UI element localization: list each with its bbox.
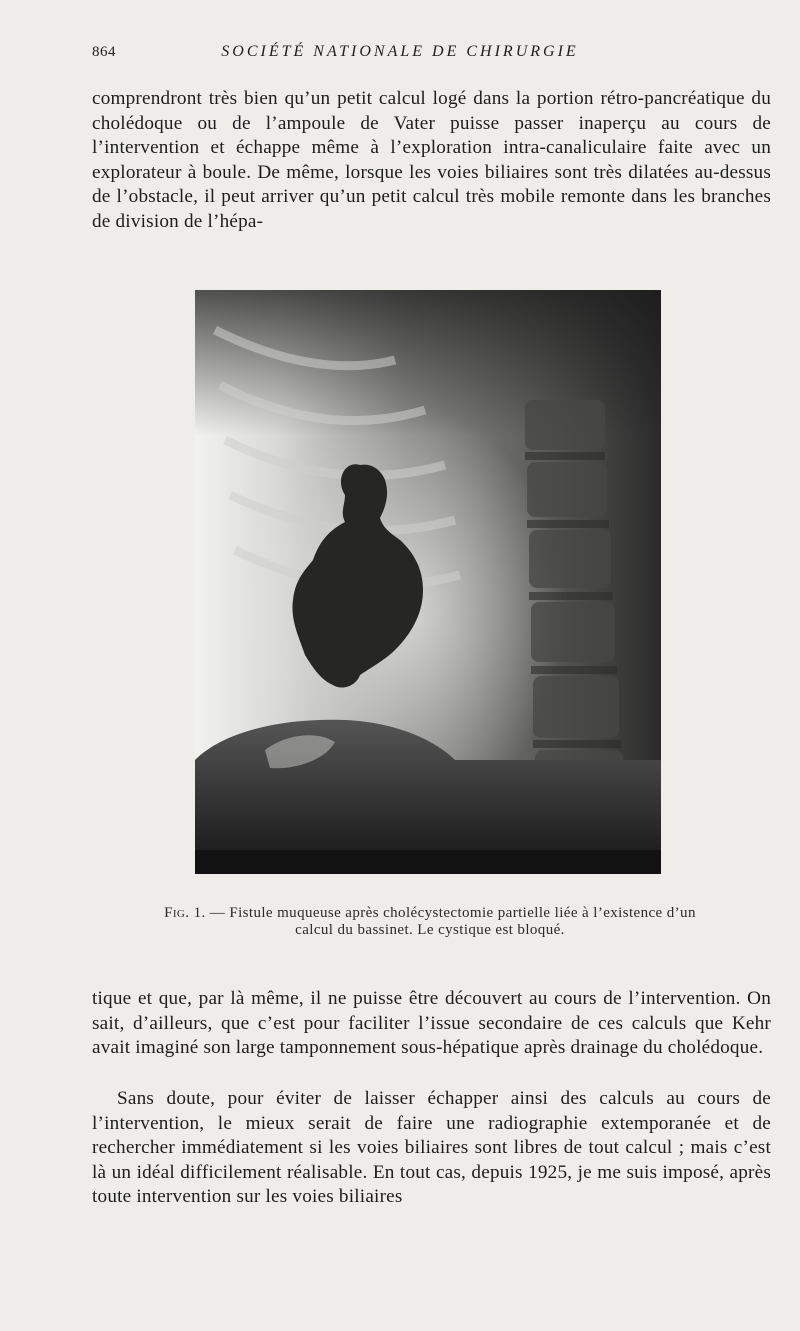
- figure-label: Fig. 1.: [164, 905, 206, 921]
- paragraph-3: Sans doute, pour éviter de laisser échapper ainsi des calculs au cours de l’intervention, le mieux serait de faire une radiographie extemporanée et de rechercher immédiatement si les voies biliaires sont libres de tout calcul ; mais c’est là un idéal difficilement réalisable. En tout cas, depuis 1925, je me suis imposé, après toute intervention sur les voies biliaires: [92, 1088, 771, 1208]
- figure-caption: [150, 905, 710, 939]
- running-head: SOCIÉTÉ NATIONALE DE CHIRURGIE: [221, 43, 579, 60]
- paragraph-2: tique et que, par là même, il ne puisse être découvert au cours de l’intervention. On sait, d’ailleurs, que c’est pour faciliter l’issue secondaire de ces calculs que Kehr avait imaginé son large tamponnement sous-hépatique après drainage du cholédoque.: [92, 988, 771, 1059]
- figure-caption-text: — Fistule muqueuse après cholécystectomie partielle liée à l’existence d’un calcul du bassinet. Le cystique est bloqué.: [205, 905, 696, 938]
- radiograph-image: [195, 290, 661, 874]
- radiograph-figure: [195, 290, 661, 874]
- page-number: 864: [92, 44, 116, 60]
- paragraph-1: comprendront très bien qu’un petit calcul logé dans la portion rétro-pancréatique du cholédoque ou de l’ampoule de Vater puisse passer inaperçu au cours de l’intervention et échappe même à l’exploration intra-canaliculaire faite avec un explorateur à boule. De même, lorsque les voies biliaires sont très dilatées au-dessus de l’obstacle, il peut arriver qu’un petit calcul très mobile remonte dans les branches de division de l’hépa-: [92, 88, 771, 232]
